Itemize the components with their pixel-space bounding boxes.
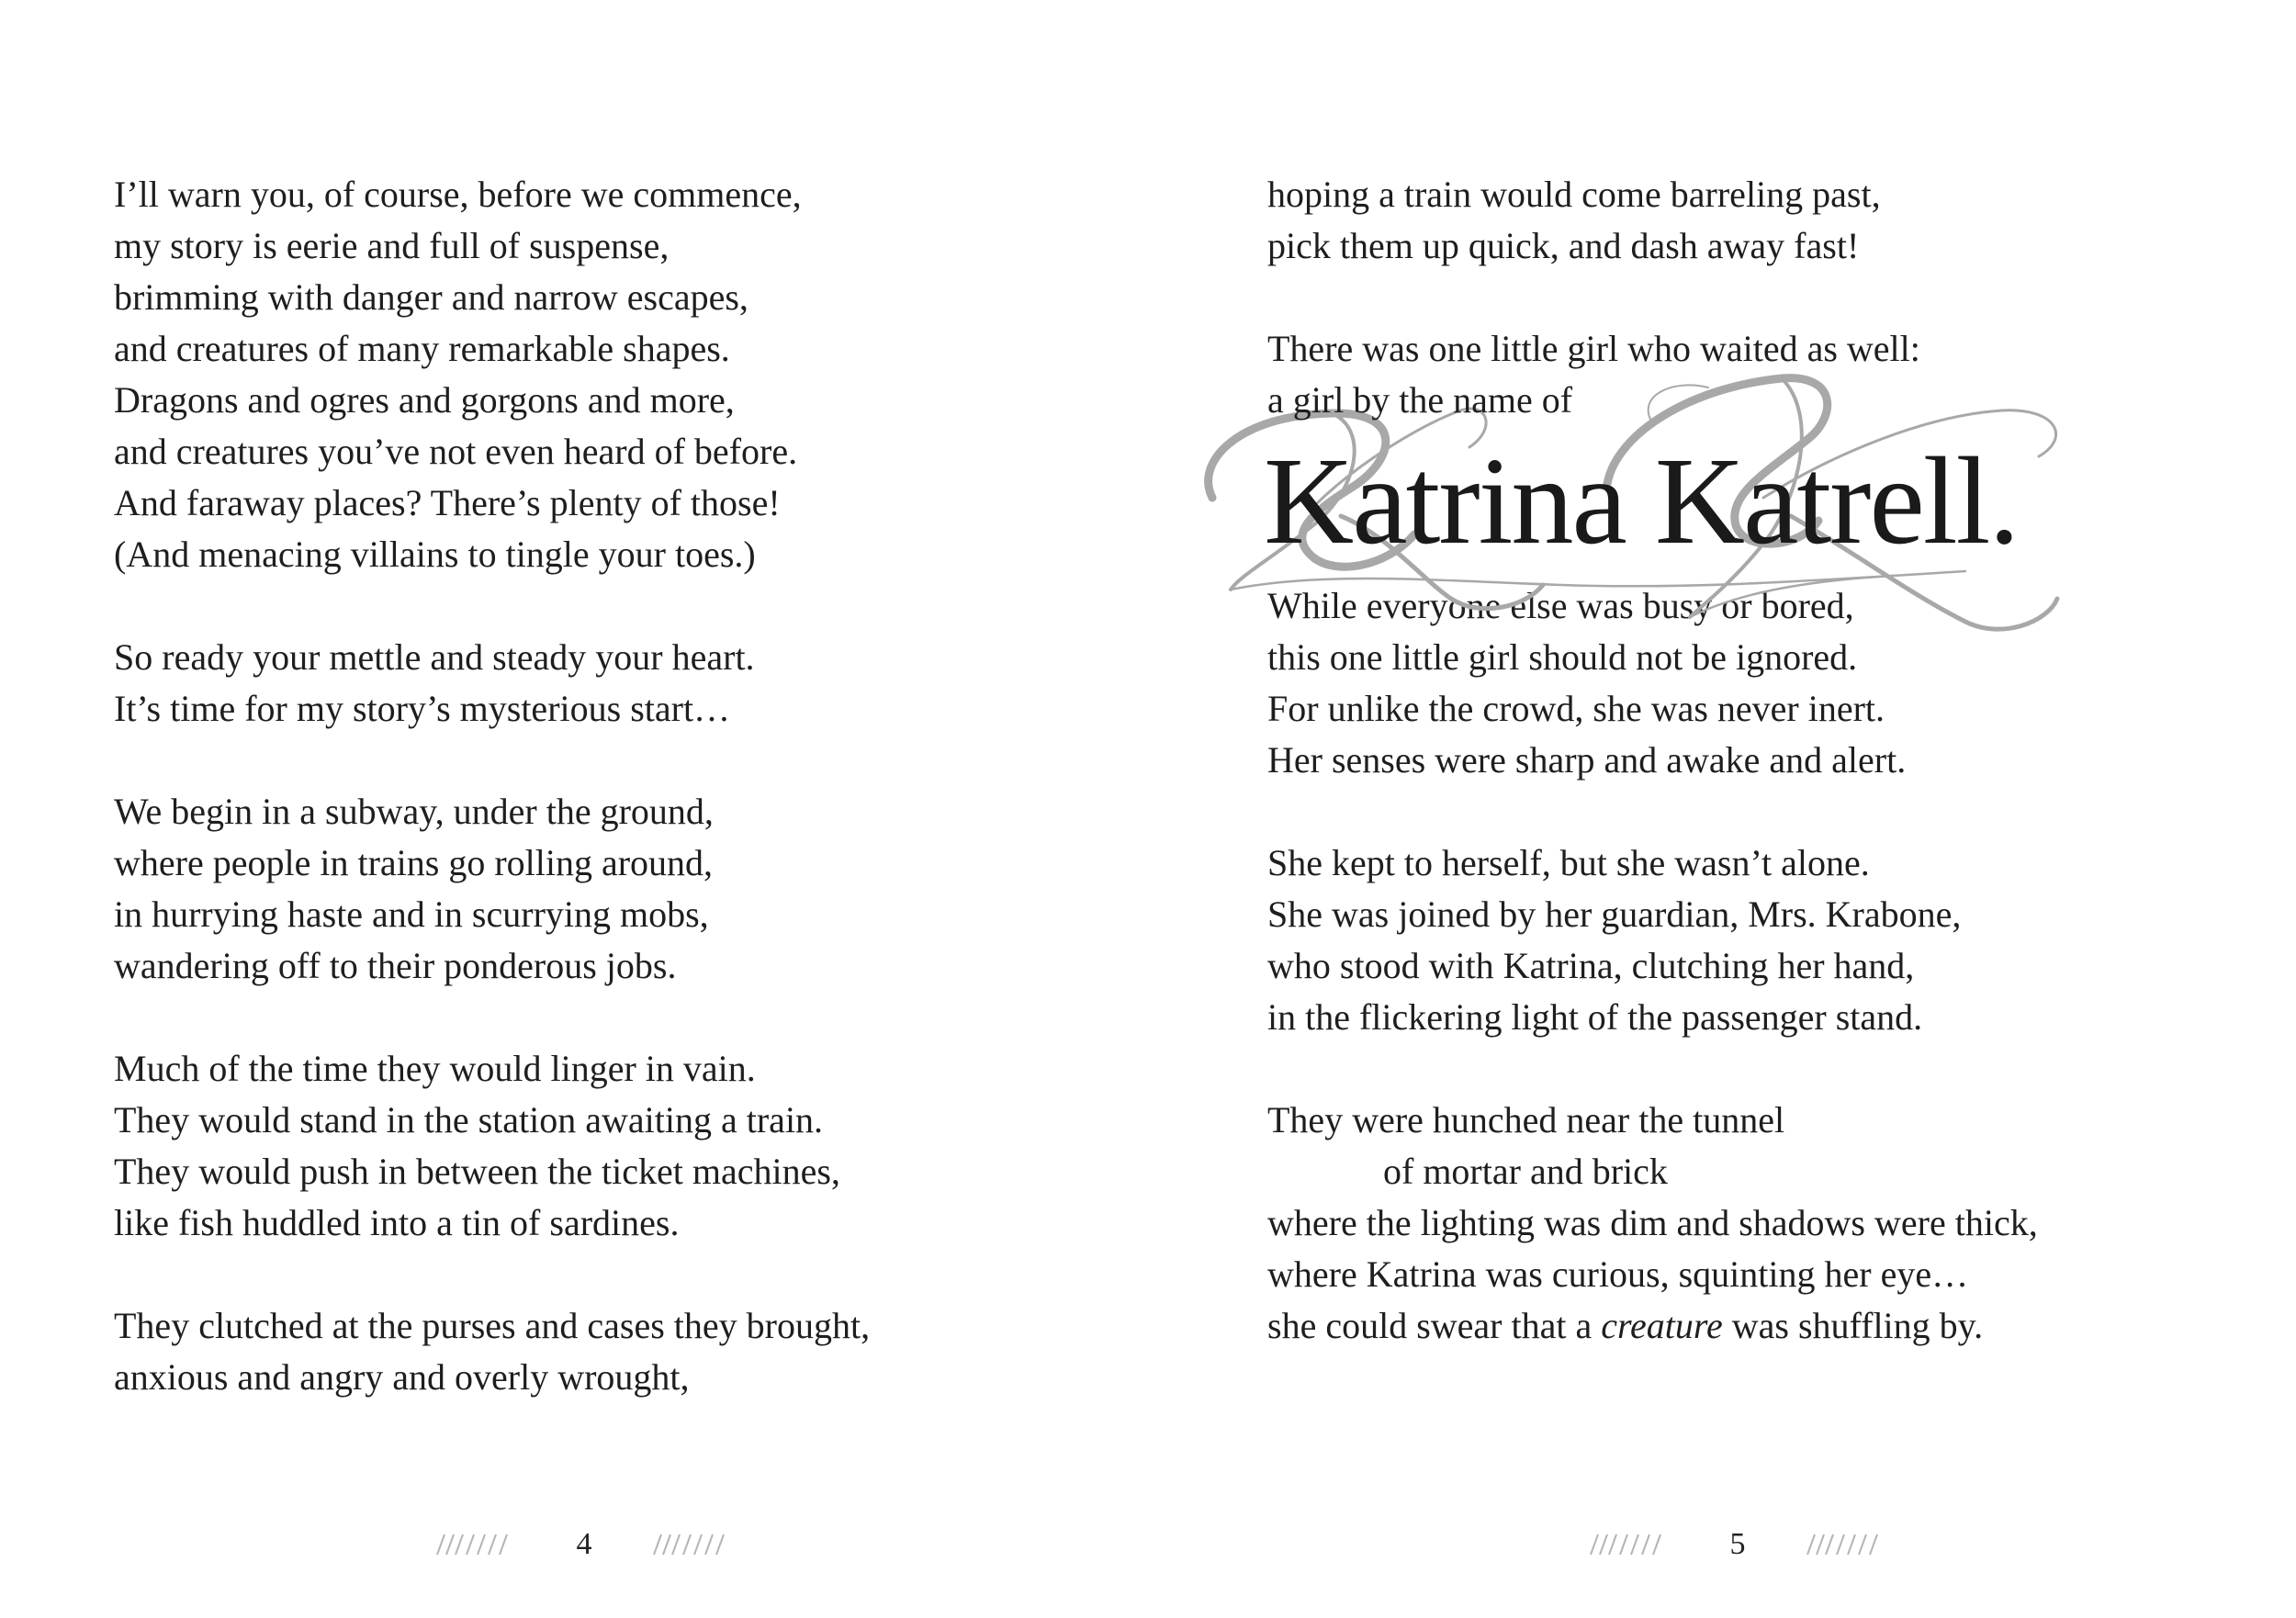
- poem-line: They were hunched near the tunnel: [1267, 1099, 1785, 1140]
- poem-line: She was joined by her guardian, Mrs. Krabone,: [1267, 893, 1962, 935]
- poem-line: They clutched at the purses and cases they brought,: [114, 1305, 871, 1346]
- stanza-break: [114, 735, 870, 786]
- poem-line: They would push in between the ticket machines,: [114, 1151, 840, 1192]
- poem-line: who stood with Katrina, clutching her hand,: [1267, 945, 1915, 986]
- featured-name-block: [1264, 426, 2038, 580]
- poem-line: She kept to herself, but she wasn’t alone.: [1267, 842, 1870, 883]
- poem-line: and creatures you’ve not even heard of before.: [114, 431, 798, 472]
- poem-line: Dragons and ogres and gorgons and more,: [114, 379, 735, 421]
- poem-line: where people in trains go rolling around,: [114, 842, 714, 883]
- hatch-ornament-icon: [1804, 1531, 1888, 1558]
- poem-line: and creatures of many remarkable shapes.: [114, 328, 730, 369]
- poem-line: They would stand in the station awaiting a train.: [114, 1099, 824, 1140]
- stanza-break: [114, 992, 870, 1043]
- emphasized-word: creature: [1601, 1305, 1723, 1346]
- stanza-break: [1267, 786, 2038, 837]
- poem-line: It’s time for my story’s mysterious start…: [114, 688, 731, 729]
- page-number: 5: [1729, 1527, 1746, 1561]
- poem-line: anxious and angry and overly wrought,: [114, 1356, 690, 1398]
- poem-line-text: was shuffling by.: [1722, 1305, 1984, 1346]
- hatch-ornament-icon: [1587, 1531, 1671, 1558]
- left-page-poem: [114, 169, 870, 1403]
- poem-line: There was one little girl who waited as well:: [1267, 328, 1920, 369]
- poem-line: this one little girl should not be ignored.: [1267, 636, 1858, 678]
- poem-line: hoping a train would come barreling past,: [1267, 174, 1881, 215]
- stanza-break: [1267, 272, 2038, 323]
- stanza-break: [1267, 1043, 2038, 1095]
- featured-name: Katrina Katrell.: [1264, 433, 2019, 570]
- poem-line: in hurrying haste and in scurrying mobs,: [114, 893, 709, 935]
- poem-line: We begin in a subway, under the ground,: [114, 791, 714, 832]
- stanza-break: [114, 1249, 870, 1300]
- poem-line: And faraway places? There’s plenty of those!: [114, 482, 781, 523]
- stanza-break: [114, 580, 870, 632]
- poem-line: like fish huddled into a tin of sardines.: [114, 1202, 680, 1243]
- poem-line: my story is eerie and full of suspense,: [114, 225, 670, 266]
- poem-line-indented: of mortar and brick: [1383, 1151, 1668, 1192]
- right-page-poem: [1264, 169, 2038, 1352]
- page-number: 4: [576, 1527, 592, 1561]
- poem-line-text: she could swear that a: [1267, 1305, 1602, 1346]
- poem-line: Much of the time they would linger in vain.: [114, 1048, 756, 1089]
- poem-line: in the flickering light of the passenger stand.: [1267, 996, 1923, 1038]
- poem-line: wandering off to their ponderous jobs.: [114, 945, 677, 986]
- page-footer: [433, 1526, 735, 1563]
- hatch-ornament-icon: [650, 1531, 735, 1558]
- poem-line: I’ll warn you, of course, before we commence,: [114, 174, 802, 215]
- poem-line: [1267, 1300, 2038, 1352]
- poem-line: pick them up quick, and dash away fast!: [1267, 225, 1860, 266]
- poem-line: So ready your mettle and steady your heart.: [114, 636, 755, 678]
- poem-line: brimming with danger and narrow escapes,: [114, 276, 748, 318]
- hatch-ornament-icon: [433, 1531, 518, 1558]
- poem-line: where the lighting was dim and shadows were thick,: [1267, 1202, 2038, 1243]
- poem-line: (And menacing villains to tingle your toes.): [114, 534, 756, 575]
- poem-line: For unlike the crowd, she was never inert.: [1267, 688, 1885, 729]
- page-footer: [1587, 1526, 1888, 1563]
- poem-line: While everyone else was busy or bored,: [1267, 585, 1854, 626]
- poem-line: Her senses were sharp and awake and alert.: [1267, 739, 1907, 781]
- poem-line: where Katrina was curious, squinting her eye…: [1267, 1253, 1969, 1295]
- poem-line: a girl by the name of: [1267, 379, 1573, 421]
- right-page: [1148, 0, 2296, 1618]
